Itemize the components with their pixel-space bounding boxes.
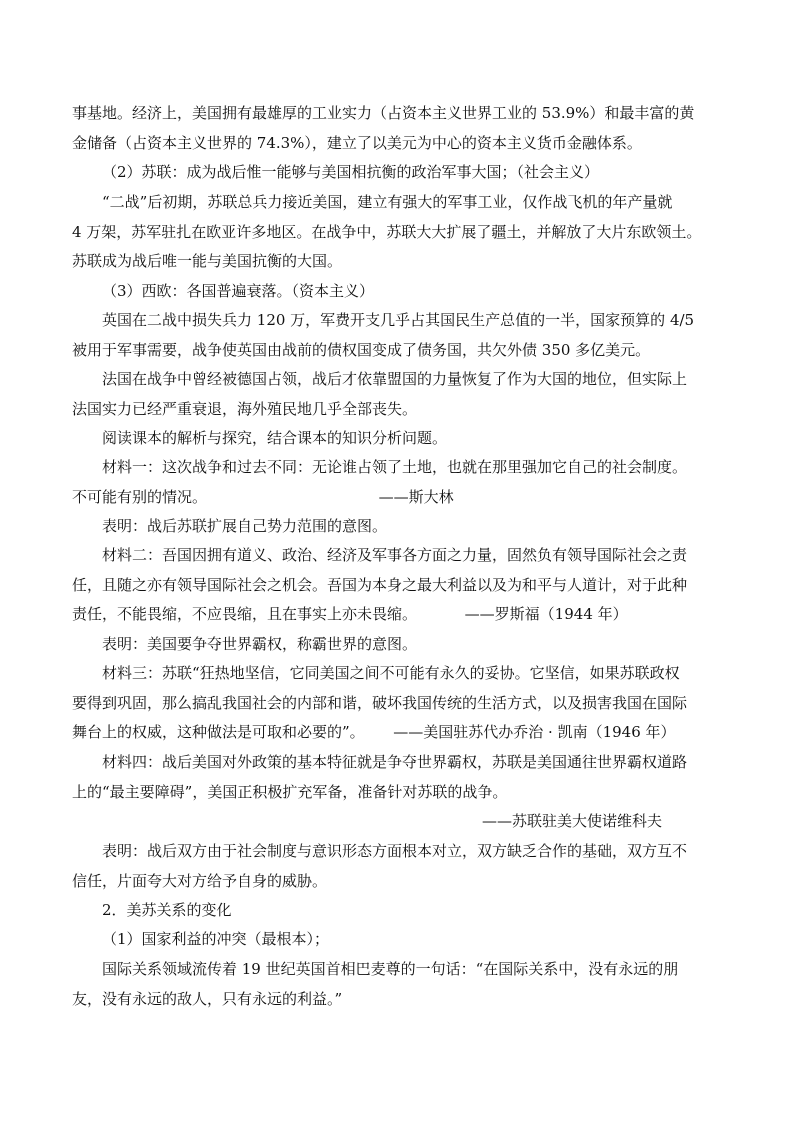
paragraph bbox=[72, 541, 724, 630]
text-line: 英国在二战中损失兵力 120 万，军费开支几乎占其国民生产总值的一半，国家预算的 4/5 bbox=[102, 311, 695, 329]
text-line: 友，没有永远的敌人，只有永远的利益。” bbox=[72, 989, 343, 1008]
text-line: 舞台上的权威，这种做法是可取和必要的”。 ——美国驻苏代办乔治 · 凯南（1946 年） bbox=[72, 723, 676, 741]
text-line: 表明：战后双方由于社会制度与意识形态方面根本对立，双方缺乏合作的基础，双方互不 bbox=[102, 842, 688, 860]
text-line: 事基地。经济上，美国拥有最雄厚的工业实力（占资本主义世界工业的 53.9%）和最丰富的黄 bbox=[72, 104, 695, 122]
paragraph bbox=[72, 99, 724, 158]
text-line: （2）苏联：成为战后惟一能够与美国相抗衡的政治军事大国；（社会主义） bbox=[102, 163, 600, 181]
text-line: 苏联成为战后唯一能与美国抗衡的大国。 bbox=[72, 252, 343, 270]
text-line: 被用于军事需要，战争使英国由战前的债权国变成了债务国，共欠外债 350 多亿美元。 bbox=[72, 340, 651, 359]
text-line: 4 万架，苏军驻扎在欧亚许多地区。在战争中，苏联大大扩展了疆土，并解放了大片东欧领土。 bbox=[72, 222, 702, 241]
text-line: 国际关系领域流传着 19 世纪英国首相巴麦尊的一句话：“在国际关系中，没有永远的朋 bbox=[102, 960, 679, 978]
paragraph bbox=[72, 188, 724, 277]
paragraph bbox=[72, 955, 724, 1014]
text-line: 表明：美国要争夺世界霸权，称霸世界的意图。 bbox=[102, 635, 418, 653]
paragraph bbox=[72, 158, 724, 188]
paragraph bbox=[72, 424, 724, 454]
text-line: 信任，片面夸大对方给予自身的威胁。 bbox=[72, 871, 328, 890]
text-line: （1）国家利益的冲突（最根本）； bbox=[102, 930, 330, 948]
text-line: 材料一：这次战争和过去不同：无论谁占领了土地，也就在那里强加它自己的社会制度。 bbox=[102, 458, 688, 476]
text-line: ——苏联驻美大使诺维科夫 bbox=[481, 812, 662, 830]
text-line: 金储备（占资本主义世界的 74.3%），建立了以美元为中心的资本主义货币金融体系。 bbox=[72, 133, 642, 152]
text-line: “二战”后初期，苏联总兵力接近美国，建立有强大的军事工业，仅作战飞机的年产量就 bbox=[102, 193, 673, 211]
text-line: 阅读课本的解析与探究，结合课本的知识分析问题。 bbox=[102, 429, 448, 447]
text-line: 法国在战争中曾经被德国占领，战后才依靠盟国的力量恢复了作为大国的地位，但实际上 bbox=[102, 370, 688, 388]
text-line: （3）西欧：各国普遍衰落。（资本主义） bbox=[102, 282, 375, 300]
text-line: 2．美苏关系的变化 bbox=[102, 901, 232, 919]
paragraph bbox=[72, 277, 724, 307]
paragraph bbox=[72, 453, 724, 512]
text-line: 任，且随之亦有领导国际社会之机会。吾国为本身之最大利益以及为和平与人道计，对于此种 bbox=[72, 575, 688, 594]
paragraph bbox=[72, 659, 724, 748]
paragraph bbox=[72, 306, 724, 365]
paragraph bbox=[72, 807, 662, 837]
text-line: 不可能有别的情况。 ——斯大林 bbox=[72, 487, 454, 506]
text-line: 责任，不能畏缩，不应畏缩，且在事实上亦未畏缩。 ——罗斯福（1944 年） bbox=[72, 605, 628, 623]
paragraph bbox=[72, 896, 724, 926]
paragraph bbox=[72, 365, 724, 424]
text-line: 法国实力已经严重衰退，海外殖民地几乎全部丧失。 bbox=[72, 399, 418, 418]
text-line: 材料四：战后美国对外政策的基本特征就是争夺世界霸权，苏联是美国通往世界霸权道路 bbox=[102, 753, 688, 771]
paragraph bbox=[72, 630, 724, 660]
text-line: 上的“最主要障碍”，美国正积极扩充军备，准备针对苏联的战争。 bbox=[72, 782, 508, 801]
text-line: 材料二：吾国因拥有道义、政治、经济及军事各方面之力量，固然负有领导国际社会之责 bbox=[102, 546, 688, 564]
paragraph bbox=[72, 925, 724, 955]
text-line: 材料三：苏联“狂热地坚信，它同美国之间不可能有永久的妥协。它坚信，如果苏联政权 bbox=[102, 664, 680, 682]
text-line: 表明：战后苏联扩展自己势力范围的意图。 bbox=[102, 517, 388, 535]
paragraph bbox=[72, 837, 724, 896]
paragraph bbox=[72, 512, 724, 542]
text-line: 要得到巩固，那么搞乱我国社会的内部和谐，破坏我国传统的生活方式，以及损害我国在国际 bbox=[72, 693, 688, 712]
paragraph bbox=[72, 748, 724, 807]
